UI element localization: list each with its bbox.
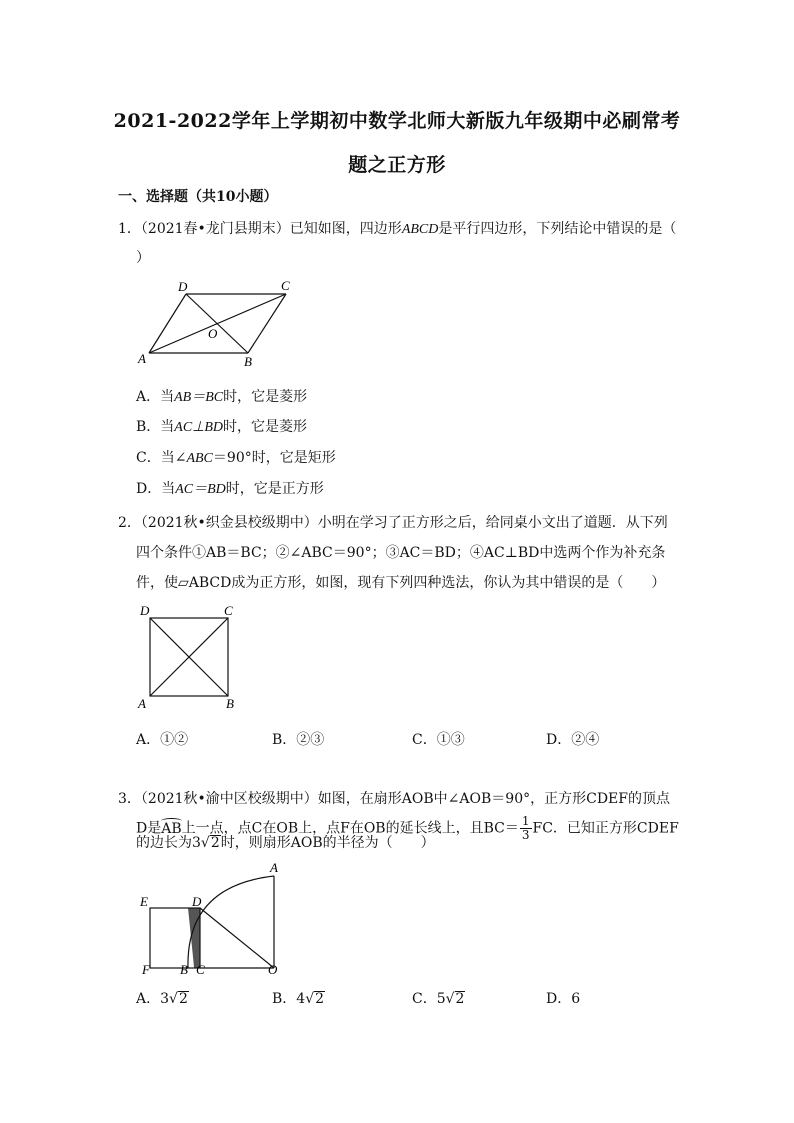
sqrt-term: 2: [178, 991, 188, 1007]
option-text: ＝90°时，它是矩形: [212, 450, 336, 466]
option-b[interactable]: B．4√2: [272, 991, 325, 1007]
question-1-stem: [118, 218, 676, 238]
option-key: C．当∠: [136, 450, 187, 466]
option-c[interactable]: C．5√2: [412, 991, 465, 1007]
vertex-label-a: A: [138, 351, 146, 366]
page-title: 2021-2022学年上学期初中数学北师大新版九年级期中必刷常考: [113, 110, 681, 132]
vertex-label-d: D: [178, 279, 188, 294]
vertex-label-b: B: [226, 696, 234, 711]
question-number: 3．: [118, 791, 141, 807]
option-d[interactable]: [546, 988, 580, 1008]
question-1-stem-end: ）: [136, 250, 150, 266]
math-term: ABCD: [401, 222, 439, 237]
square-figure: [134, 602, 244, 712]
point-label-f: F: [142, 962, 150, 977]
question-2-stem: [118, 512, 668, 532]
center-label-o: O: [208, 326, 218, 341]
sector-square-figure: [134, 856, 294, 978]
option-text: D．6: [546, 991, 581, 1007]
option-d[interactable]: [136, 478, 324, 498]
question-number: 1．: [118, 221, 141, 237]
question-text: 的边长为3: [136, 835, 201, 851]
option-text: A．3: [136, 991, 170, 1007]
option-b[interactable]: [136, 416, 307, 436]
sqrt-term: 2: [315, 991, 325, 1007]
point-label-b: B: [180, 962, 188, 977]
option-a[interactable]: [136, 386, 307, 406]
fraction: [520, 815, 532, 842]
question-text: D是: [136, 820, 162, 837]
option-key: A．当: [136, 389, 175, 405]
sqrt-term: 2: [210, 835, 220, 851]
option-text: 时，它是菱形: [223, 389, 308, 405]
question-text: （2021秋•织金县校级期中）小明在学习了正方形之后，给同桌小文出了道题．从下列: [140, 515, 668, 531]
question-text: 是平行四边形，下列结论中错误的是（: [438, 221, 677, 237]
point-label-e: E: [140, 894, 148, 909]
option-a[interactable]: A．3√2: [136, 991, 188, 1007]
option-text: B．4: [272, 991, 306, 1007]
question-text: 上一点，点C在OB上，点F在OB的延长线上，且BC＝: [181, 820, 519, 837]
option-math: ABC: [186, 451, 213, 466]
question-text: （2021秋•渝中区校级期中）如图，在扇形AOB中∠AOB＝90°，正方形CDEF的顶点: [140, 791, 670, 807]
vertex-label-a: A: [138, 696, 146, 711]
option-key: B．当: [136, 419, 175, 435]
option-math: AC＝BD: [175, 482, 226, 497]
fraction-numerator: 1: [521, 814, 530, 828]
sqrt-term: 2: [455, 991, 465, 1007]
option-b[interactable]: B．②③: [272, 732, 325, 748]
arc-ab: AB: [161, 820, 182, 837]
option-a[interactable]: A．①②: [136, 732, 189, 748]
section-heading: 一、选择题（共10小题）: [118, 189, 278, 205]
question-2-line3: 件，使▱ABCD成为正方形，如图，现有下列四种选法，你认为其中错误的是（ ）: [136, 575, 666, 591]
question-text: 时，则扇形AOB的半径为（ ）: [220, 835, 435, 851]
vertex-label-c: C: [224, 603, 233, 618]
option-text: 时，它是菱形: [223, 419, 308, 435]
option-text: 时，它是正方形: [225, 481, 324, 497]
page-title-line2: 题之正方形: [348, 154, 446, 176]
vertex-label-c: C: [281, 278, 290, 293]
question-2-line2: 四个条件①AB＝BC；②∠ABC＝90°；③AC＝BD；④AC⊥BD中选两个作为补充条: [136, 545, 666, 561]
option-math: AC⊥BD: [174, 420, 224, 435]
question-text: （2021春•龙门县期末）已知如图，四边形: [140, 221, 402, 237]
point-label-d: D: [192, 894, 202, 909]
option-d[interactable]: D．②④: [546, 732, 600, 748]
option-math: AB＝BC: [174, 390, 224, 405]
option-text: C．5: [412, 991, 446, 1007]
point-label-c: C: [196, 962, 205, 977]
option-c[interactable]: [136, 447, 336, 467]
option-key: D．当: [136, 481, 176, 497]
question-3-line3: 的边长为3√2时，则扇形AOB的半径为（ ）: [136, 835, 435, 851]
parallelogram-figure: [136, 276, 296, 368]
point-label-a: A: [270, 860, 278, 875]
question-text: FC．已知正方形CDEF: [532, 820, 679, 837]
point-label-o: O: [268, 962, 278, 977]
question-number: 2．: [118, 515, 141, 531]
fraction-denominator: 3: [521, 828, 530, 842]
option-c[interactable]: C．①③: [412, 732, 465, 748]
vertex-label-b: B: [244, 354, 252, 368]
vertex-label-d: D: [140, 603, 150, 618]
question-3-stem: [118, 788, 670, 808]
